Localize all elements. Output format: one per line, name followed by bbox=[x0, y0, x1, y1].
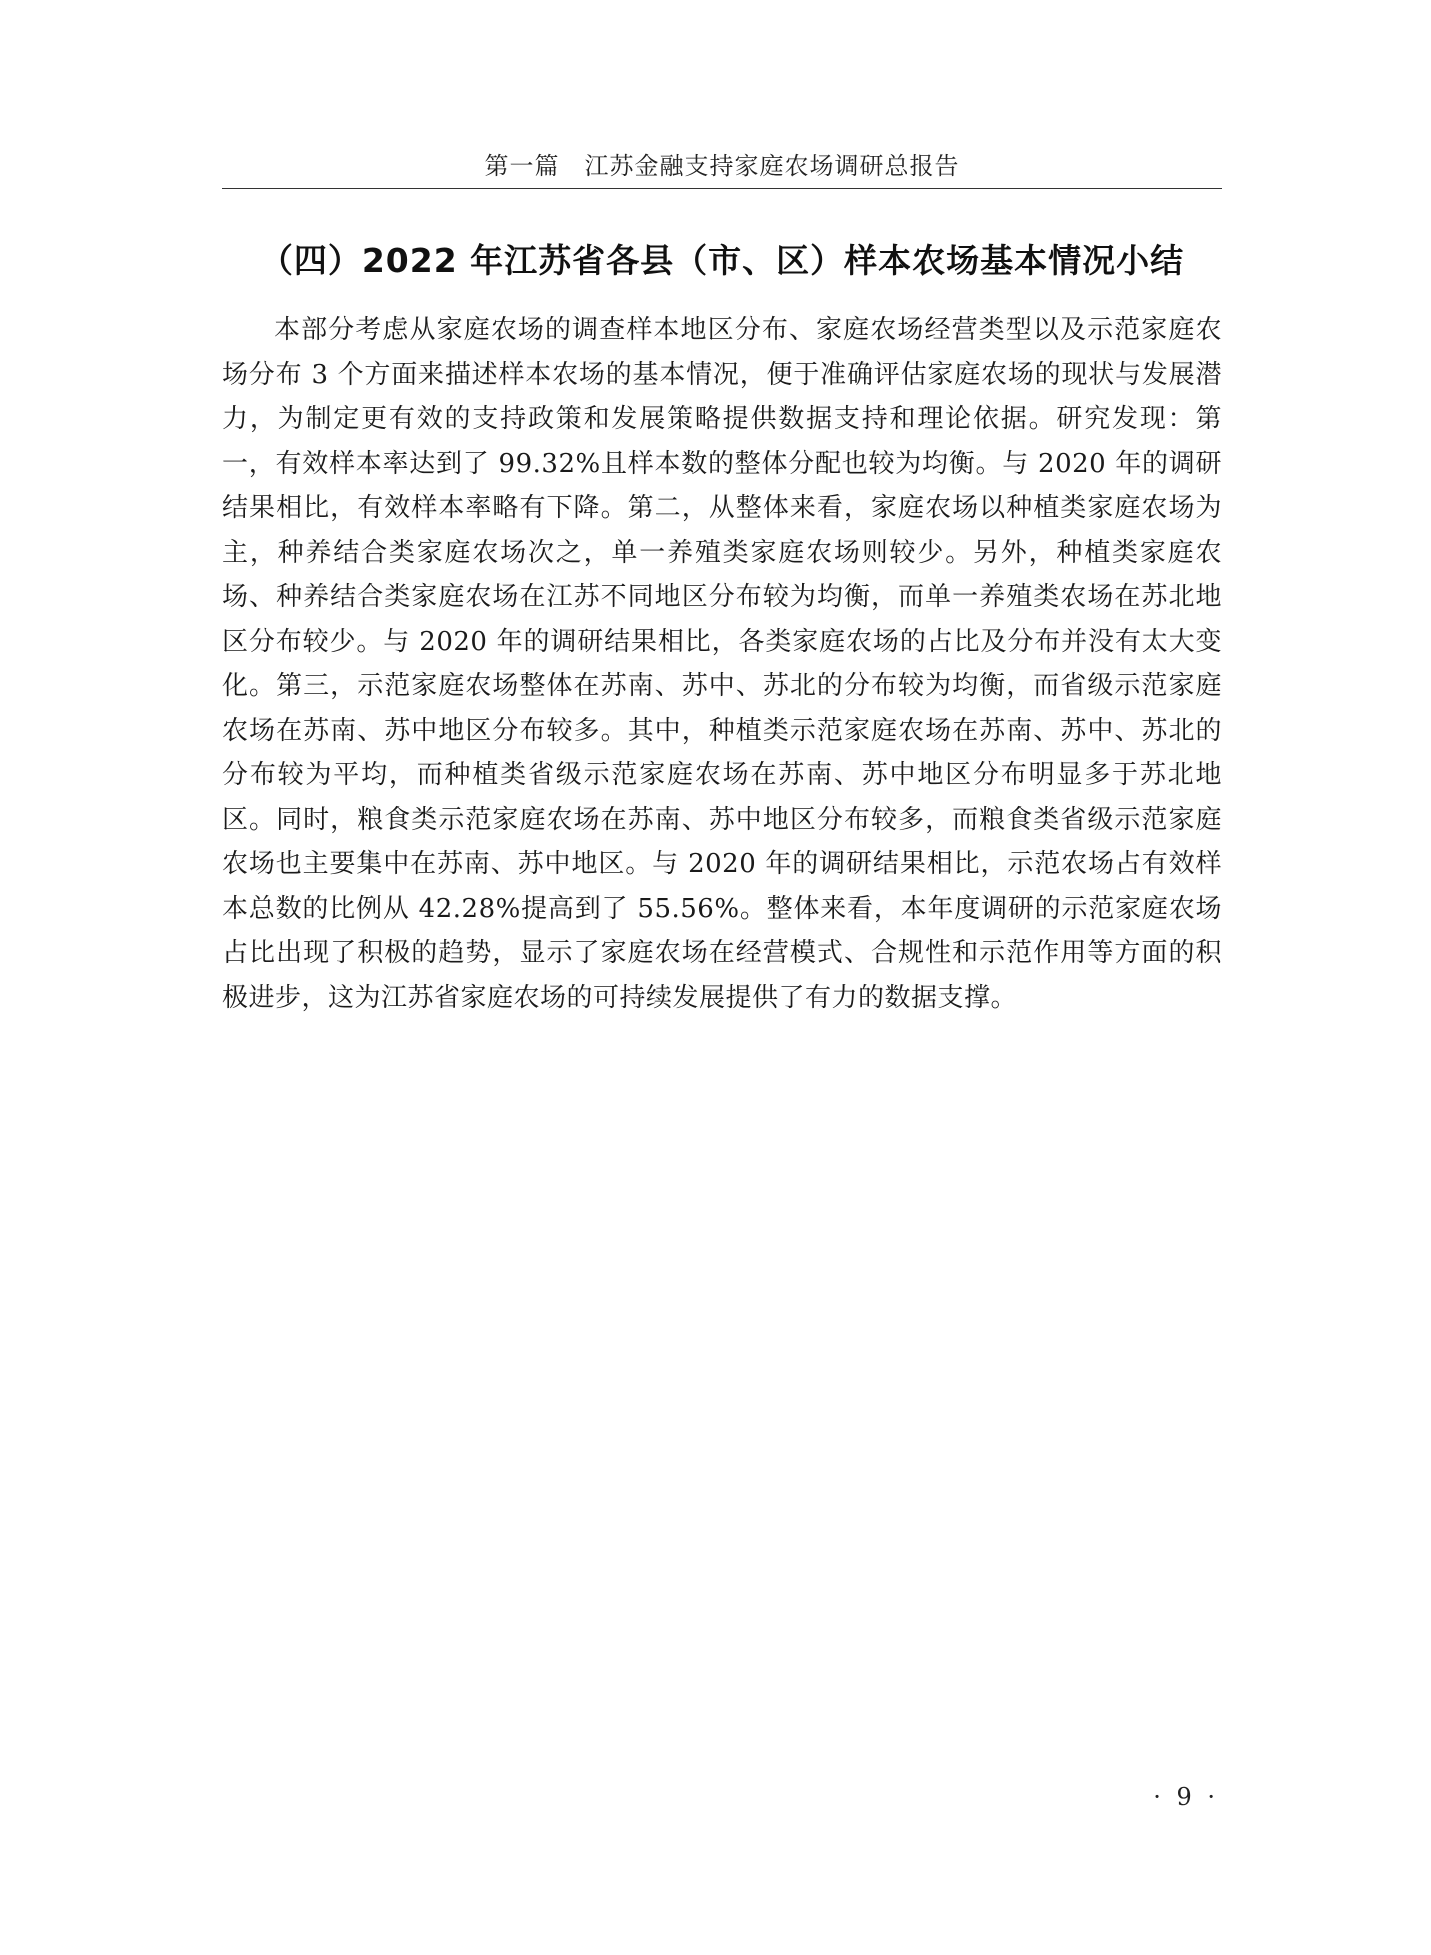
section-heading: （四）2022 年江苏省各县（市、区）样本农场基本情况小结 bbox=[259, 241, 1185, 280]
page-number: · 9 · bbox=[1153, 1783, 1219, 1811]
header-divider bbox=[222, 188, 1222, 189]
running-header-title: 第一篇 江苏金融支持家庭农场调研总报告 bbox=[484, 152, 960, 180]
body-paragraph: 本部分考虑从家庭农场的调查样本地区分布、家庭农场经营类型以及示范家庭农场分布 3 个方面来描述样本农场的基本情况，便于准确评估家庭农场的现状与发展潜力，为制定更有效的支持政策和发展策略提供数据支持和理论依据。研究发现：第一，有效样本率达到了 99.32%且样本数的整体分配也较为均衡。与 2020 年的调研结果相比，有效样本率略有下降。第二，从整体来看，家庭农场以种植类家庭农场为主，种养结合类家庭农场次之，单一养殖类家庭农场则较少。另外，种植类家庭农场、种养结合类家庭农场在江苏不同地区分布较为均衡，而单一养殖类农场在苏北地区分布较少。与 2020 年的调研结果相比，各类家庭农场的占比及分布并没有太大变化。第三，示范家庭农场整体在苏南、苏中、苏北的分布较为均衡，而省级示范家庭农场在苏南、苏中地区分布较多。其中，种植类示范家庭农场在苏南、苏中、苏北的分布较为平均，而种植类省级示范家庭农场在苏南、苏中地区分布明显多于苏北地区。同时，粮食类示范家庭农场在苏南、苏中地区分布较多，而粮食类省级示范家庭农场也主要集中在苏南、苏中地区。与 2020 年的调研结果相比，示范农场占有效样本总数的比例从 42.28%提高到了 55.56%。整体来看，本年度调研的示范家庭农场占比出现了积极的趋势，显示了家庭农场在经营模式、合规性和示范作用等方面的积极进步，这为江苏省家庭农场的可持续发展提供了有力的数据支撑。 bbox=[222, 315, 1222, 1013]
